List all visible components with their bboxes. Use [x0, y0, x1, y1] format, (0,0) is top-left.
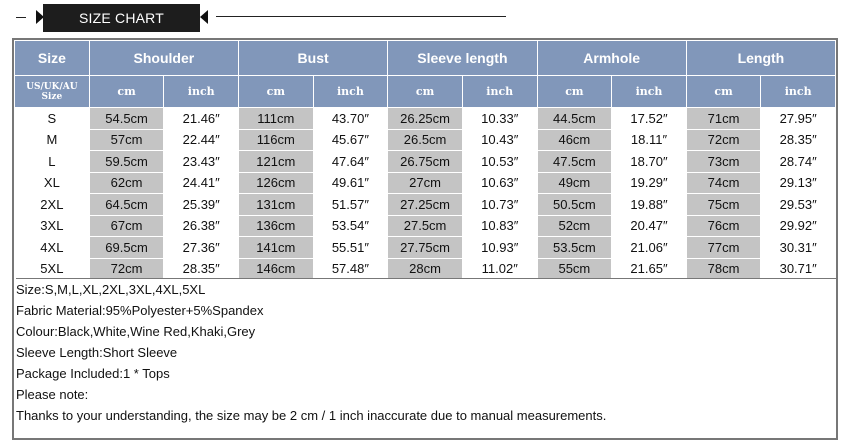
cm-value-cell: 75cm — [686, 194, 761, 216]
group-header-row — [15, 41, 836, 76]
note-sleeve: Sleeve Length:Short Sleeve — [16, 345, 178, 360]
inch-value-cell: 45.67″ — [313, 129, 388, 151]
cm-value-cell: 26.5cm — [388, 129, 463, 151]
inch-value-cell: 10.63″ — [462, 172, 537, 194]
table-row — [15, 258, 836, 280]
inch-value-cell: 19.88″ — [612, 194, 687, 216]
cm-value-cell: 116cm — [239, 129, 314, 151]
inch-value-cell: 51.57″ — [313, 194, 388, 216]
cm-value-cell: 50.5cm — [537, 194, 612, 216]
header-length: Length — [686, 41, 835, 76]
unit-inch: inch — [761, 76, 836, 108]
inch-value-cell: 30.31″ — [761, 237, 836, 259]
inch-value-cell: 19.29″ — [612, 172, 687, 194]
cm-value-cell: 136cm — [239, 215, 314, 237]
table-row — [15, 194, 836, 216]
note-accuracy: Thanks to your understanding, the size may be 2 cm / 1 inch inaccurate due to manual measurements. — [16, 408, 607, 423]
header-size-region — [15, 76, 90, 108]
header-size: Size — [15, 41, 90, 76]
cm-value-cell: 26.25cm — [388, 108, 463, 130]
note-please: Please note: — [16, 387, 89, 402]
inch-value-cell: 10.43″ — [462, 129, 537, 151]
product-notes — [16, 278, 836, 426]
cm-value-cell: 78cm — [686, 258, 761, 280]
banner-right-arrow — [200, 10, 208, 24]
size-cell: 3XL — [15, 215, 90, 237]
cm-value-cell: 72cm — [89, 258, 164, 280]
cm-value-cell: 44.5cm — [537, 108, 612, 130]
cm-value-cell: 26.75cm — [388, 151, 463, 173]
cm-value-cell: 76cm — [686, 215, 761, 237]
header-sleeve-length: Sleeve length — [388, 41, 537, 76]
note-colour: Colour:Black,White,Wine Red,Khaki,Grey — [16, 324, 256, 339]
table-row — [15, 108, 836, 130]
unit-cm: cm — [89, 76, 164, 108]
inch-value-cell: 22.44″ — [164, 129, 239, 151]
inch-value-cell: 57.48″ — [313, 258, 388, 280]
size-cell: 2XL — [15, 194, 90, 216]
cm-value-cell: 28cm — [388, 258, 463, 280]
unit-cm: cm — [537, 76, 612, 108]
header-armhole: Armhole — [537, 41, 686, 76]
inch-value-cell: 10.53″ — [462, 151, 537, 173]
cm-value-cell: 111cm — [239, 108, 314, 130]
cm-value-cell: 73cm — [686, 151, 761, 173]
cm-value-cell: 131cm — [239, 194, 314, 216]
inch-value-cell: 28.74″ — [761, 151, 836, 173]
inch-value-cell: 21.46″ — [164, 108, 239, 130]
table-row — [15, 151, 836, 173]
inch-value-cell: 23.43″ — [164, 151, 239, 173]
inch-value-cell: 10.93″ — [462, 237, 537, 259]
inch-value-cell: 25.39″ — [164, 194, 239, 216]
inch-value-cell: 30.71″ — [761, 258, 836, 280]
cm-value-cell: 141cm — [239, 237, 314, 259]
table-row — [15, 129, 836, 151]
cm-value-cell: 67cm — [89, 215, 164, 237]
inch-value-cell: 55.51″ — [313, 237, 388, 259]
size-cell: 4XL — [15, 237, 90, 259]
table-row — [15, 215, 836, 237]
inch-value-cell: 18.11″ — [612, 129, 687, 151]
inch-value-cell: 27.95″ — [761, 108, 836, 130]
inch-value-cell: 20.47″ — [612, 215, 687, 237]
cm-value-cell: 55cm — [537, 258, 612, 280]
cm-value-cell: 121cm — [239, 151, 314, 173]
size-chart-banner — [0, 0, 847, 38]
inch-value-cell: 11.02″ — [462, 258, 537, 280]
unit-cm: cm — [239, 76, 314, 108]
inch-value-cell: 28.35″ — [164, 258, 239, 280]
cm-value-cell: 146cm — [239, 258, 314, 280]
cm-value-cell: 71cm — [686, 108, 761, 130]
banner-title: SIZE CHART — [43, 4, 200, 32]
cm-value-cell: 64.5cm — [89, 194, 164, 216]
note-fabric: Fabric Material:95%Polyester+5%Spandex — [16, 303, 264, 318]
cm-value-cell: 27.75cm — [388, 237, 463, 259]
unit-cm: cm — [686, 76, 761, 108]
inch-value-cell: 29.13″ — [761, 172, 836, 194]
size-cell: L — [15, 151, 90, 173]
note-sizes: Size:S,M,L,XL,2XL,3XL,4XL,5XL — [16, 282, 206, 297]
cm-value-cell: 72cm — [686, 129, 761, 151]
unit-inch: inch — [313, 76, 388, 108]
table-row — [15, 172, 836, 194]
size-region-label: US/UK/AU — [26, 81, 78, 92]
inch-value-cell: 43.70″ — [313, 108, 388, 130]
inch-value-cell: 18.70″ — [612, 151, 687, 173]
size-cell: XL — [15, 172, 90, 194]
banner-dash — [16, 17, 26, 18]
header-shoulder: Shoulder — [89, 41, 238, 76]
inch-value-cell: 10.73″ — [462, 194, 537, 216]
table-row — [15, 237, 836, 259]
inch-value-cell: 21.06″ — [612, 237, 687, 259]
size-cell: S — [15, 108, 90, 130]
unit-header-row — [15, 76, 836, 108]
inch-value-cell: 29.53″ — [761, 194, 836, 216]
cm-value-cell: 126cm — [239, 172, 314, 194]
cm-value-cell: 77cm — [686, 237, 761, 259]
inch-value-cell: 49.61″ — [313, 172, 388, 194]
cm-value-cell: 57cm — [89, 129, 164, 151]
size-table — [14, 40, 836, 280]
cm-value-cell: 62cm — [89, 172, 164, 194]
cm-value-cell: 47.5cm — [537, 151, 612, 173]
note-package: Package Included:1 * Tops — [16, 366, 170, 381]
inch-value-cell: 29.92″ — [761, 215, 836, 237]
cm-value-cell: 46cm — [537, 129, 612, 151]
inch-value-cell: 10.33″ — [462, 108, 537, 130]
inch-value-cell: 27.36″ — [164, 237, 239, 259]
unit-inch: inch — [164, 76, 239, 108]
cm-value-cell: 74cm — [686, 172, 761, 194]
inch-value-cell: 24.41″ — [164, 172, 239, 194]
banner-rule — [216, 16, 506, 17]
cm-value-cell: 59.5cm — [89, 151, 164, 173]
cm-value-cell: 52cm — [537, 215, 612, 237]
header-bust: Bust — [239, 41, 388, 76]
cm-value-cell: 53.5cm — [537, 237, 612, 259]
cm-value-cell: 49cm — [537, 172, 612, 194]
inch-value-cell: 26.38″ — [164, 215, 239, 237]
cm-value-cell: 69.5cm — [89, 237, 164, 259]
size-region-sublabel: Size — [41, 91, 63, 102]
unit-inch: inch — [462, 76, 537, 108]
inch-value-cell: 17.52″ — [612, 108, 687, 130]
cm-value-cell: 27.5cm — [388, 215, 463, 237]
inch-value-cell: 10.83″ — [462, 215, 537, 237]
cm-value-cell: 27.25cm — [388, 194, 463, 216]
cm-value-cell: 27cm — [388, 172, 463, 194]
inch-value-cell: 53.54″ — [313, 215, 388, 237]
inch-value-cell: 28.35″ — [761, 129, 836, 151]
size-cell: M — [15, 129, 90, 151]
size-chart-frame — [12, 38, 838, 440]
unit-inch: inch — [612, 76, 687, 108]
inch-value-cell: 21.65″ — [612, 258, 687, 280]
cm-value-cell: 54.5cm — [89, 108, 164, 130]
inch-value-cell: 47.64″ — [313, 151, 388, 173]
size-cell: 5XL — [15, 258, 90, 280]
unit-cm: cm — [388, 76, 463, 108]
